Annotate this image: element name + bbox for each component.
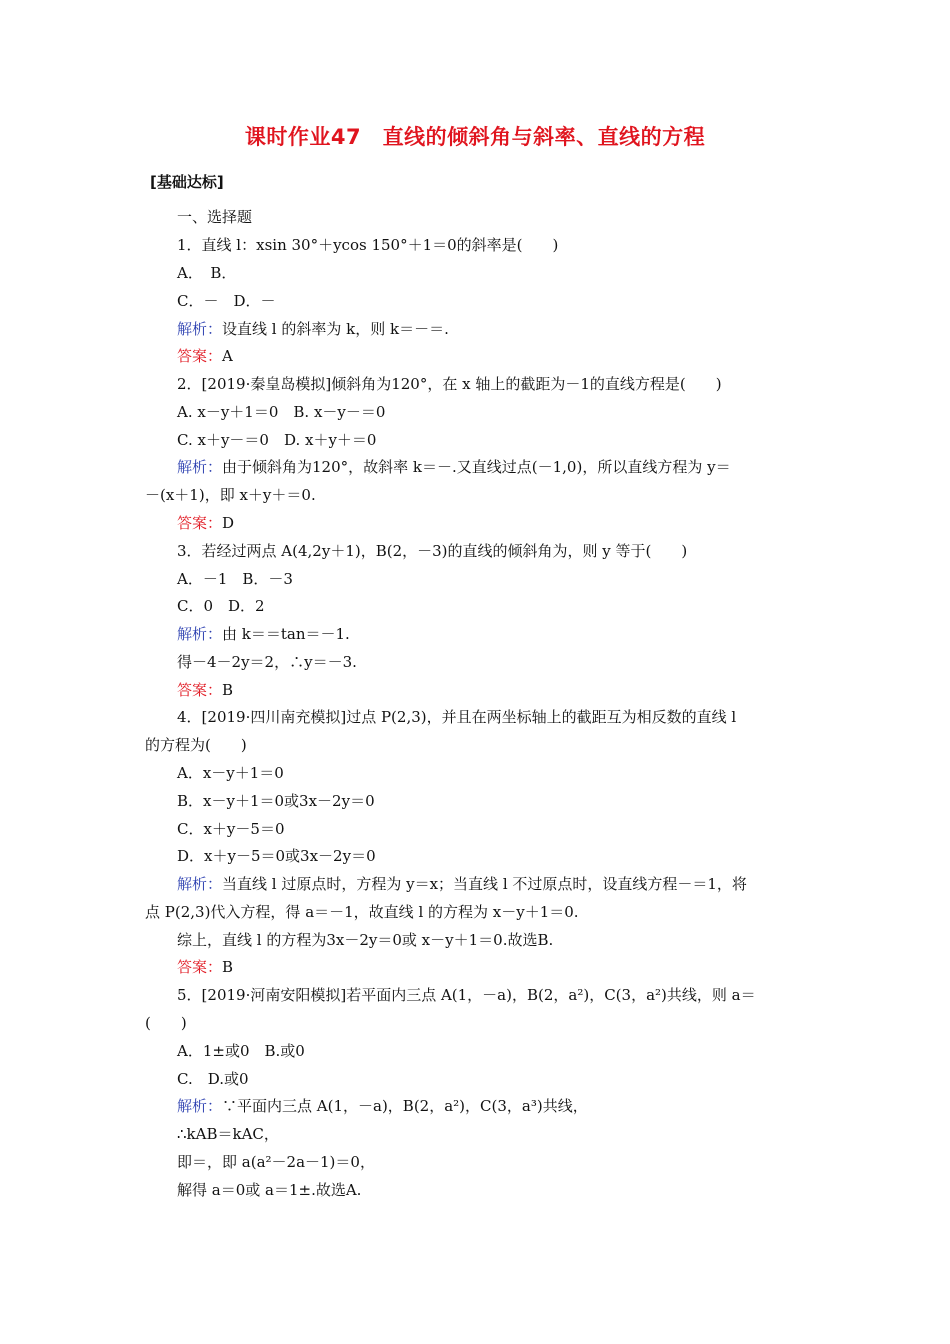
section-heading: [基础达标]: [150, 173, 224, 191]
analysis-line: 解析：由于倾斜角为120°，故斜率 k＝－.又直线过点(－1,0)，所以直线方程为 y＝: [177, 458, 731, 476]
analysis-line: 解析：由 k＝＝tan＝－1.: [177, 625, 350, 643]
text-line: －(x＋1)，即 x＋y＋＝0.: [145, 486, 316, 504]
answer-label: 答案：: [177, 347, 223, 365]
text-line: C. D.或0: [177, 1070, 249, 1088]
analysis-label: 解析：: [177, 1097, 223, 1115]
text-line: A．1±或0 B.或0: [177, 1042, 305, 1060]
analysis-label: 解析：: [177, 320, 223, 338]
text-line: 综上，直线 l 的方程为3x－2y＝0或 x－y＋1＝0.故选B.: [177, 931, 554, 949]
answer-label: 答案：: [177, 681, 223, 699]
text-line: 2．[2019·秦皇岛模拟]倾斜角为120°，在 x 轴上的截距为－1的直线方程是( ): [177, 375, 722, 393]
text-line: ( ): [145, 1014, 187, 1032]
answer-line: 答案：A: [177, 347, 233, 365]
text-line: D．x＋y－5＝0或3x－2y＝0: [177, 847, 376, 865]
text-line: A．－1 B．－3: [177, 570, 293, 588]
answer-line: 答案：B: [177, 958, 234, 976]
text-line: 一、选择题: [177, 208, 253, 226]
analysis-line: 解析：设直线 l 的斜率为 k，则 k＝－＝.: [177, 320, 449, 338]
text-line: 的方程为( ): [145, 736, 247, 754]
analysis-label: 解析：: [177, 458, 223, 476]
answer-line: 答案：D: [177, 514, 235, 532]
text-line: C．x＋y－5＝0: [177, 820, 285, 838]
text-line: C．－ D．－: [177, 292, 276, 310]
text-line: A. x－y＋1＝0 B. x－y－＝0: [177, 403, 386, 421]
text-line: A．x－y＋1＝0: [177, 764, 284, 782]
analysis-line: 解析：当直线 l 过原点时，方程为 y＝x；当直线 l 不过原点时，设直线方程－＝1，将: [177, 875, 747, 893]
text-line: 3．若经过两点 A(4,2y＋1)，B(2，－3)的直线的倾斜角为，则 y 等于( ): [177, 542, 688, 560]
text-line: 1．直线 l：xsin 30°＋ycos 150°＋1＝0的斜率是( ): [177, 236, 559, 254]
analysis-label: 解析：: [177, 625, 223, 643]
text-line: 即＝，即 a(a²－2a－1)＝0，: [177, 1153, 375, 1171]
answer-label: 答案：: [177, 514, 223, 532]
text-line: 点 P(2,3)代入方程，得 a＝－1，故直线 l 的方程为 x－y＋1＝0.: [145, 903, 579, 921]
answer-line: 答案：B: [177, 681, 234, 699]
text-line: C．0 D．2: [177, 597, 265, 615]
text-line: A． B．: [177, 264, 237, 282]
page-title: 课时作业47 直线的倾斜角与斜率、直线的方程: [244, 125, 706, 149]
text-line: C. x＋y－＝0 D. x＋y＋＝0: [177, 431, 377, 449]
text-line: 4．[2019·四川南充模拟]过点 P(2,3)，并且在两坐标轴上的截距互为相反数的直线 l: [177, 708, 737, 726]
text-line: 5．[2019·河南安阳模拟]若平面内三点 A(1，－a)，B(2，a²)，C(3，a²)共线，则 a＝: [177, 986, 756, 1004]
analysis-label: 解析：: [177, 875, 223, 893]
text-line: B．x－y＋1＝0或3x－2y＝0: [177, 792, 375, 810]
text-line: 得－4－2y＝2，∴y＝－3.: [177, 653, 357, 671]
answer-label: 答案：: [177, 958, 223, 976]
text-line: ∴kAB＝kAC，: [177, 1125, 279, 1143]
analysis-line: 解析：∵平面内三点 A(1，－a)，B(2，a²)，C(3，a³)共线，: [177, 1097, 588, 1115]
text-line: 解得 a＝0或 a＝1±.故选A.: [177, 1181, 362, 1199]
